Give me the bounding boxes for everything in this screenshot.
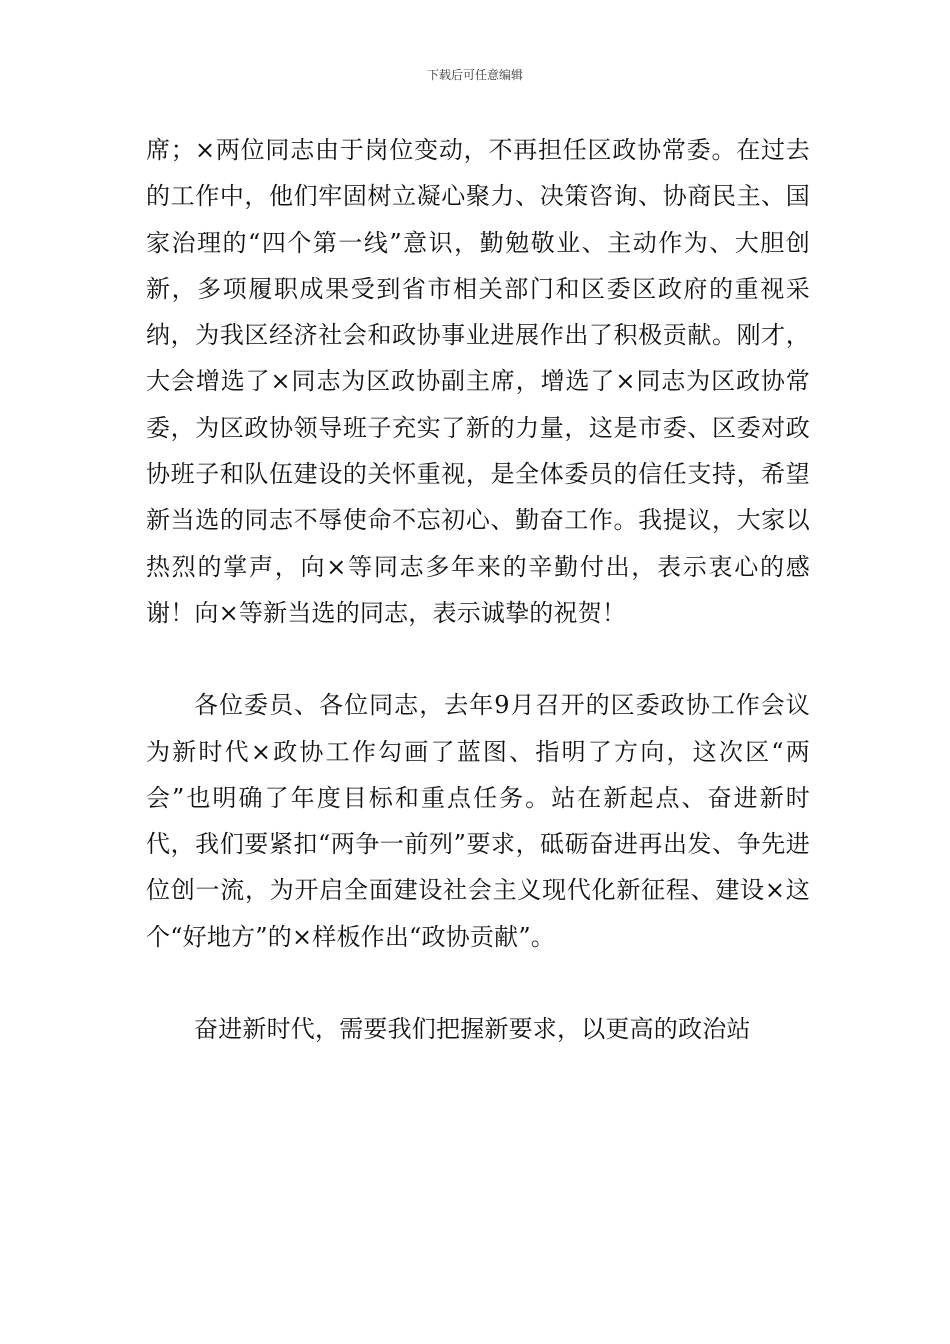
paragraph-work-meeting: 各位委员、各位同志，去年9月召开的区委政协工作会议为新时代×政协工作勾画了蓝图、指明了方向，这次区“两会”也明确了年度目标和重点任务。站在新起点、奋进新时代，我们要紧扣“两争一前列”要求，砥砺奋进再出发、争先进位创一流，为开启全面建设社会主义现代化新征程、建设×这个“好地方”的×样板作出“政协贡献”。 — [146, 691, 810, 951]
document-body — [146, 127, 810, 1052]
page-header-note: 下载后可任意编辑 — [426, 68, 523, 82]
paragraph-new-era: 奋进新时代，需要我们把握新要求，以更高的政治站 — [194, 1015, 751, 1044]
paragraph-continuation: 席；×两位同志由于岗位变动，不再担任区政协常委。在过去的工作中，他们牢固树立凝心聚力、决策咨询、协商民主、国家治理的“四个第一线”意识，勤勉敬业、主动作为、大胆创新，多项履职成果受到省市相关部门和区委区政府的重视采纳，为我区经济社会和政协事业进展作出了积极贡献。刚才，大会增选了×同志为区政协副主席，增选了×同志为区政协常委，为区政协领导班子充实了新的力量，这是市委、区委对政协班子和队伍建设的关怀重视，是全体委员的信任支持，希望新当选的同志不辱使命不忘初心、勤奋工作。我提议，大家以热烈的掌声，向×等同志多年来的辛勤付出，表示衷心的感谢！向×等新当选的同志，表示诚挚的祝贺！ — [146, 136, 810, 627]
